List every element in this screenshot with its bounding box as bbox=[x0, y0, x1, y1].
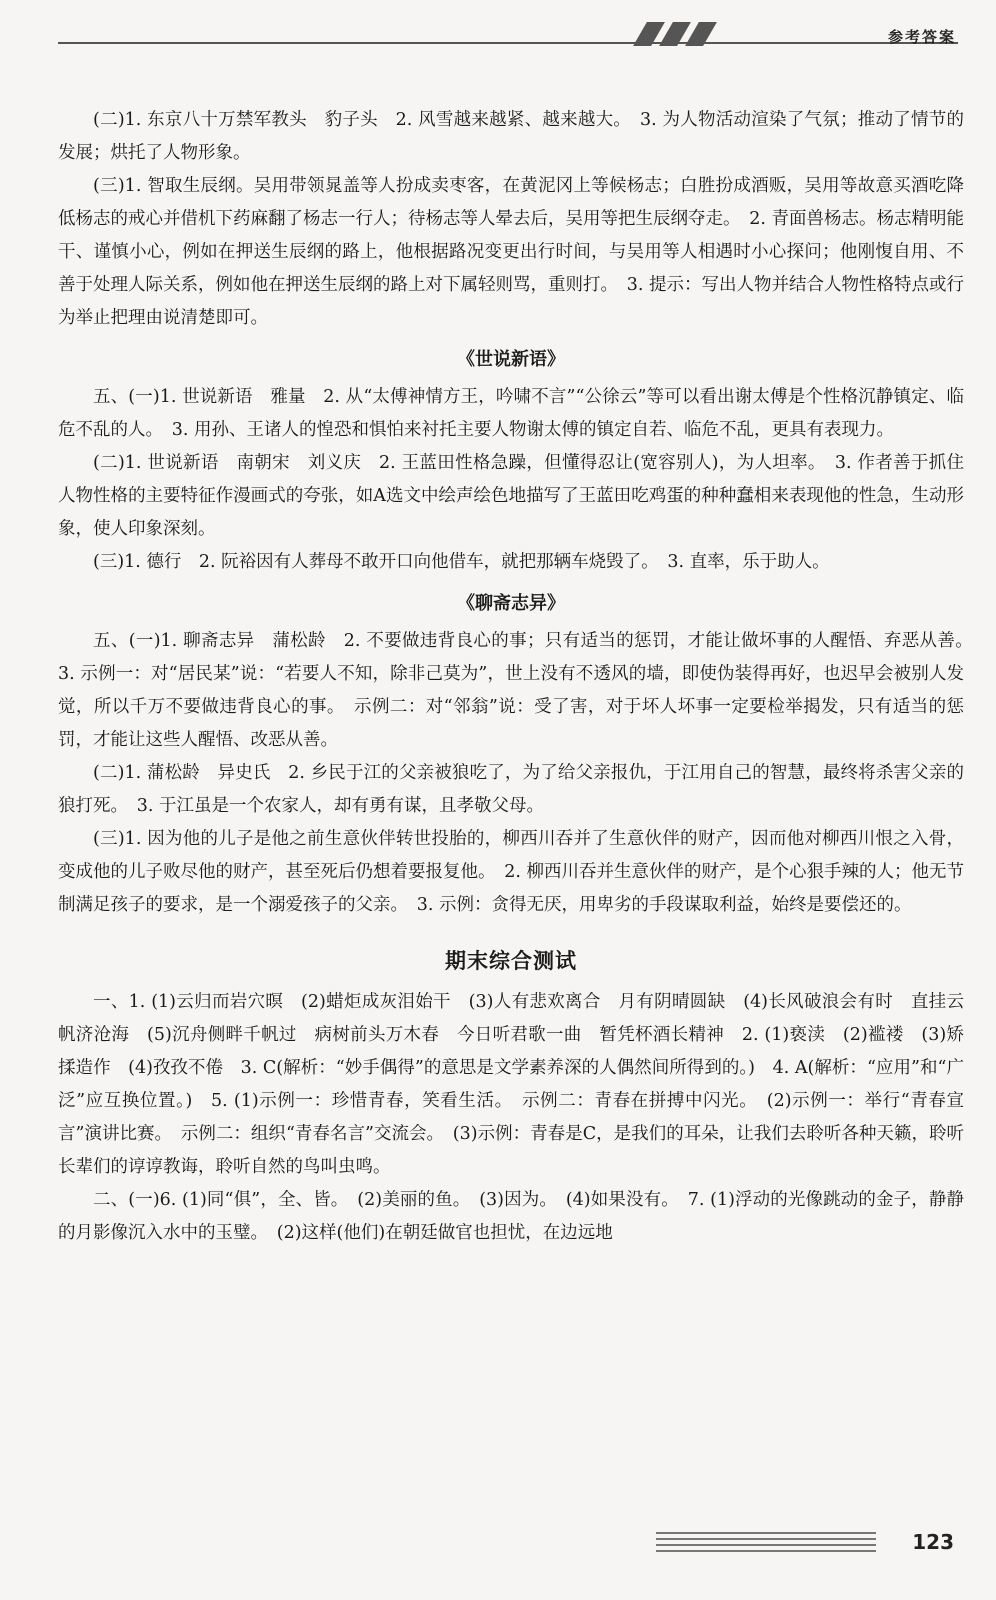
section-title: 期末综合测试 bbox=[445, 949, 577, 973]
paragraph: (二)1. 蒲松龄 异史氏 2. 乡民于江的父亲被狼吃了，为了给父亲报仇，于江用自己的智慧，最终将杀害父亲的狼打死。 3. 于江虽是一个农家人，却有勇有谋，且孝敬父母。 bbox=[58, 763, 964, 816]
paragraph: (二)1. 世说新语 南朝宋 刘义庆 2. 王蓝田性格急躁，但懂得忍让(宽容别人)，为人坦率。 3. 作者善于抓住人物性格的主要特征作漫画式的夸张，如A选文中绘声绘色地描写了王蓝田吃鸡蛋的种种蠢相来表现他的性急，生动形象，使人印象深刻。 bbox=[58, 453, 964, 539]
footer-lines-decoration bbox=[656, 1532, 876, 1562]
header-rule bbox=[58, 42, 958, 44]
header-stripes-decoration bbox=[630, 22, 720, 46]
section-title: 《世说新语》 bbox=[457, 349, 565, 370]
page-footer bbox=[0, 1520, 996, 1600]
paragraph: (三)1. 智取生辰纲。吴用带领晁盖等人扮成卖枣客，在黄泥冈上等候杨志；白胜扮成酒贩，吴用等故意买酒吃降低杨志的戒心并借机下药麻翻了杨志一行人；待杨志等人晕去后，吴用等把生辰纲夺走。 2. 青面兽杨志。杨志精明能干、谨慎小心，例如在押送生辰纲的路上，他根据路况变更出行时间，与吴用等人相遇时小心探问；他刚愎自用、不善于处理人际关系，例如他在押送生辰纲的路上对下属轻则骂，重则打。 3. 提示：写出人物并结合人物性格特点或行为举止把理由说清楚即可。 bbox=[58, 176, 965, 328]
section-title: 《聊斋志异》 bbox=[457, 593, 565, 614]
paragraph: (三)1. 因为他的儿子是他之前生意伙伴转世投胎的，柳西川吞并了生意伙伴的财产，因而他对柳西川恨之入骨，变成他的儿子败尽他的财产，甚至死后仍想着要报复他。 2. 柳西川吞并生意伙伴的财产，是个心狠手辣的人；他无节制满足孩子的要求，是一个溺爱孩子的父亲。 3. 示例：贪得无厌，用卑劣的手段谋取利益，始终是要偿还的。 bbox=[58, 829, 965, 915]
paragraph: 一、1. (1)云归而岩穴暝 (2)蜡炬成灰泪始干 (3)人有悲欢离合 月有阴晴圆缺 (4)长风破浪会有时 直挂云帆济沧海 (5)沉舟侧畔千帆过 病树前头万木春 今日听君歌一曲 暂凭杯酒长精神 2. (1)亵渎 (2)褴褛 (3)矫揉造作 (4)孜孜不倦 3. C(解析：“妙手偶得”的意思是文学素养深的人偶然间所得到的。) 4. A(解析：“应用”和“广泛”应互换位置。) 5. (1)示例一：珍惜青春，笑看生活。 示例二：青春在拼搏中闪光。 (2)示例一：举行“青春宣言”演讲比赛。 示例二：组织“青春名言”交流会。 (3)示例：青春是C，是我们的耳朵，让我们去聆听各种天籁，聆听长辈们的谆谆教诲，聆听自然的鸟叫虫鸣。 bbox=[58, 992, 964, 1177]
paragraph: 五、(一)1. 聊斋志异 蒲松龄 2. 不要做违背良心的事；只有适当的惩罚，才能让做坏事的人醒悟、弃恶从善。 3. 示例一：对“居民某”说：“若要人不知，除非己莫为”，世上没有不透风的墙，即使伪装得再好，也迟早会被别人发觉，所以千万不要做违背良心的事。 示例二：对“邻翁”说：受了害，对于坏人坏事一定要检举揭发，只有适当的惩罚，才能让这些人醒悟、改恶从善。 bbox=[58, 631, 982, 750]
paragraph: (三)1. 德行 2. 阮裕因有人葬母不敢开口向他借车，就把那辆车烧毁了。 3. 直率，乐于助人。 bbox=[93, 552, 830, 572]
page-header bbox=[0, 0, 996, 60]
paragraph: 二、(一)6. (1)同“俱”，全、皆。 (2)美丽的鱼。 (3)因为。 (4)如果没有。 7. (1)浮动的光像跳动的金子，静静的月影像沉入水中的玉璧。 (2)这样(他们)在朝廷做官也担忧，在边远地 bbox=[58, 1190, 964, 1243]
answer-content bbox=[58, 104, 982, 1250]
page-number: 123 bbox=[912, 1530, 954, 1554]
paragraph: 五、(一)1. 世说新语 雅量 2. 从“太傅神情方王，吟啸不言”“公徐云”等可以看出谢太傅是个性格沉静镇定、临危不乱的人。 3. 用孙、王诸人的惶恐和惧怕来衬托主要人物谢太傅的镇定自若、临危不乱，更具有表现力。 bbox=[58, 387, 964, 440]
header-title: 参考答案 bbox=[887, 28, 956, 46]
paragraph: (二)1. 东京八十万禁军教头 豹子头 2. 风雪越来越紧、越来越大。 3. 为人物活动渲染了气氛；推动了情节的发展；烘托了人物形象。 bbox=[58, 110, 964, 163]
